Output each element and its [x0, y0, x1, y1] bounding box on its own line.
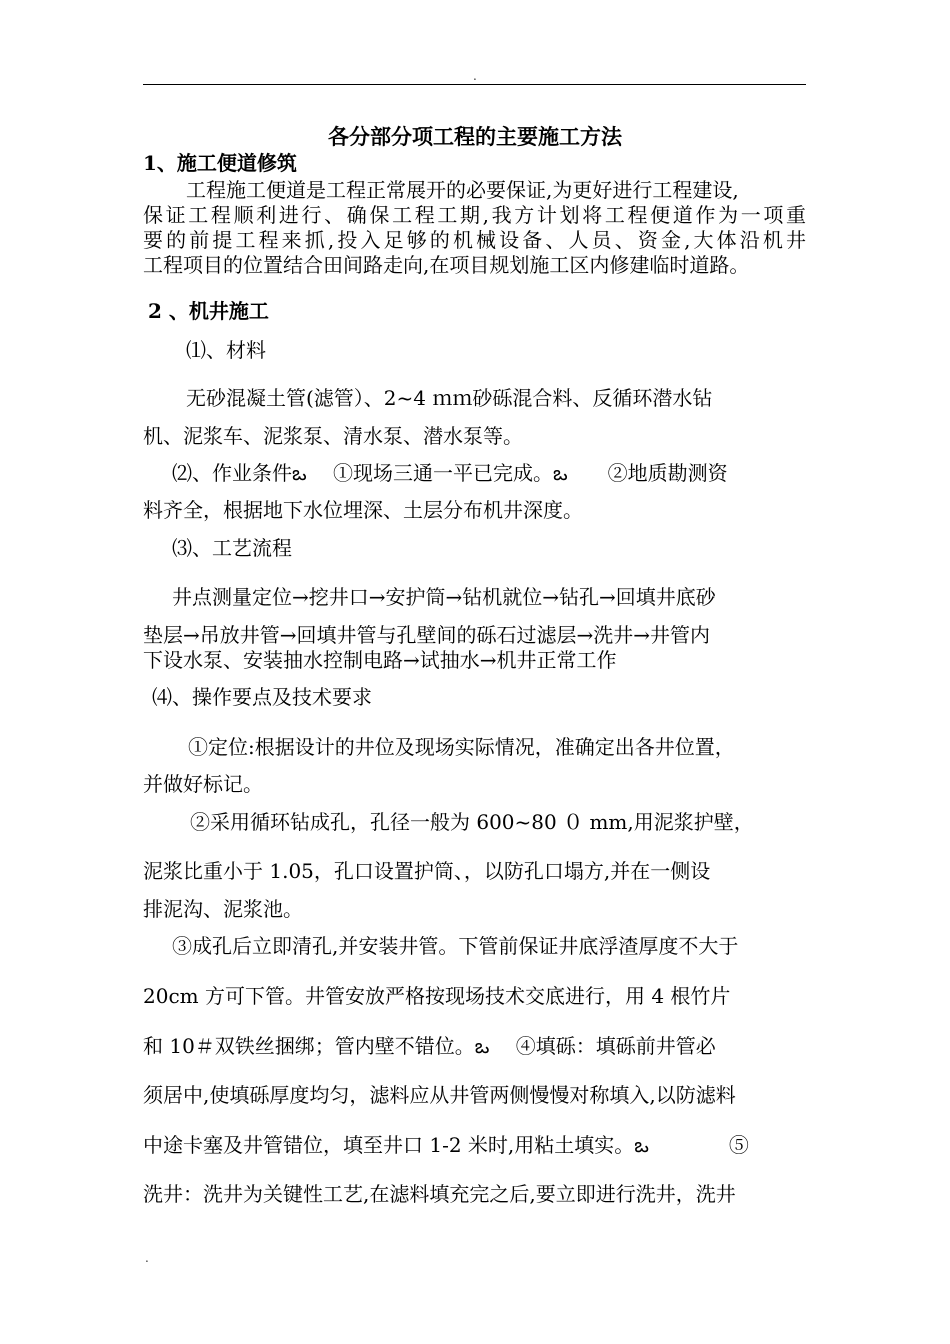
section-1-paragraph-line: 保证工程顺利进行、确保工程工期,我方计划将工程便道作为一项重: [143, 203, 806, 227]
operation-line: 中途卡塞及井管错位，填至井口 1-2 米时,用粘土填实。ఒ ⑤: [143, 1133, 749, 1157]
section-1-paragraph-line: 工程项目的位置结合田间路走向,在项目规划施工区内修建临时道路。: [143, 253, 750, 277]
operation-line: 须居中,使填砾厚度均匀，滤料应从井管两侧慢慢对称填入,以防滤料: [143, 1083, 736, 1107]
materials-line: 机、泥浆车、泥浆泵、清水泵、潜水泵等。: [143, 424, 523, 448]
operation-line: 和 10＃双铁丝捆绑；管内壁不错位。ఒ ④填砾：填砾前井管必: [143, 1034, 716, 1058]
process-flow-line: 垫层→吊放井管→回填井管与孔壁间的砾石过滤层→洗井→井管内: [143, 623, 711, 647]
section-2-heading: 2 、机井施工: [148, 299, 269, 323]
conditions-line: 料齐全，根据地下水位埋深、土层分布机井深度。: [143, 498, 583, 522]
subsection-process-flow: ⑶、工艺流程: [172, 536, 292, 560]
operation-line: 排泥沟、泥浆池。: [143, 897, 303, 921]
subsection-materials: ⑴、材料: [186, 338, 266, 362]
process-flow-line: 井点测量定位→挖井口→安护筒→钻机就位→钻孔→回填井底砂: [172, 585, 716, 609]
materials-line: 无砂混凝土管(滤管）、2~4 ｍｍ砂砾混合料、反循环潜水钻: [186, 386, 713, 410]
operation-line: 泥浆比重小于 1.05，孔口设置护筒、，以防孔口塌方,并在一侧设: [143, 859, 711, 883]
section-1-heading: 1、施工便道修筑: [143, 151, 297, 175]
subsection-operation-points: ⑷、操作要点及技术要求: [152, 685, 372, 709]
section-1-paragraph-line: 工程施工便道是工程正常展开的必要保证,为更好进行工程建设,: [186, 178, 739, 202]
section-1-paragraph-line: 要的前提工程来抓,投入足够的机械设备、人员、资金,大体沿机井: [143, 228, 806, 252]
header-rule: [143, 84, 806, 85]
page-title: 各分部分项工程的主要施工方法: [328, 124, 622, 149]
conditions-line: ⑵、作业条件ఒ ①现场三通一平已完成。ఒ ②地质勘测资: [172, 461, 728, 485]
operation-line: ①定位:根据设计的井位及现场实际情况，准确定出各井位置，: [188, 735, 735, 759]
operation-line: 并做好标记。: [143, 772, 263, 796]
process-flow-line: 下设水泵、安装抽水控制电路→试抽水→机井正常工作: [143, 648, 617, 672]
header-dot: .: [473, 69, 477, 83]
footer-dot: .: [145, 1251, 149, 1265]
operation-line: 20cm 方可下管。井管安放严格按现场技术交底进行，用 4 根竹片: [143, 984, 731, 1008]
operation-line: 洗井：洗井为关键性工艺,在滤料填充完之后,要立即进行洗井，洗井: [143, 1182, 736, 1206]
operation-line: ②采用循环钻成孔，孔径一般为 600~80 ０ mm,用泥浆护壁，: [190, 810, 754, 834]
operation-line: ③成孔后立即清孔,并安装井管。下管前保证井底浮渣厚度不大于: [172, 934, 739, 958]
